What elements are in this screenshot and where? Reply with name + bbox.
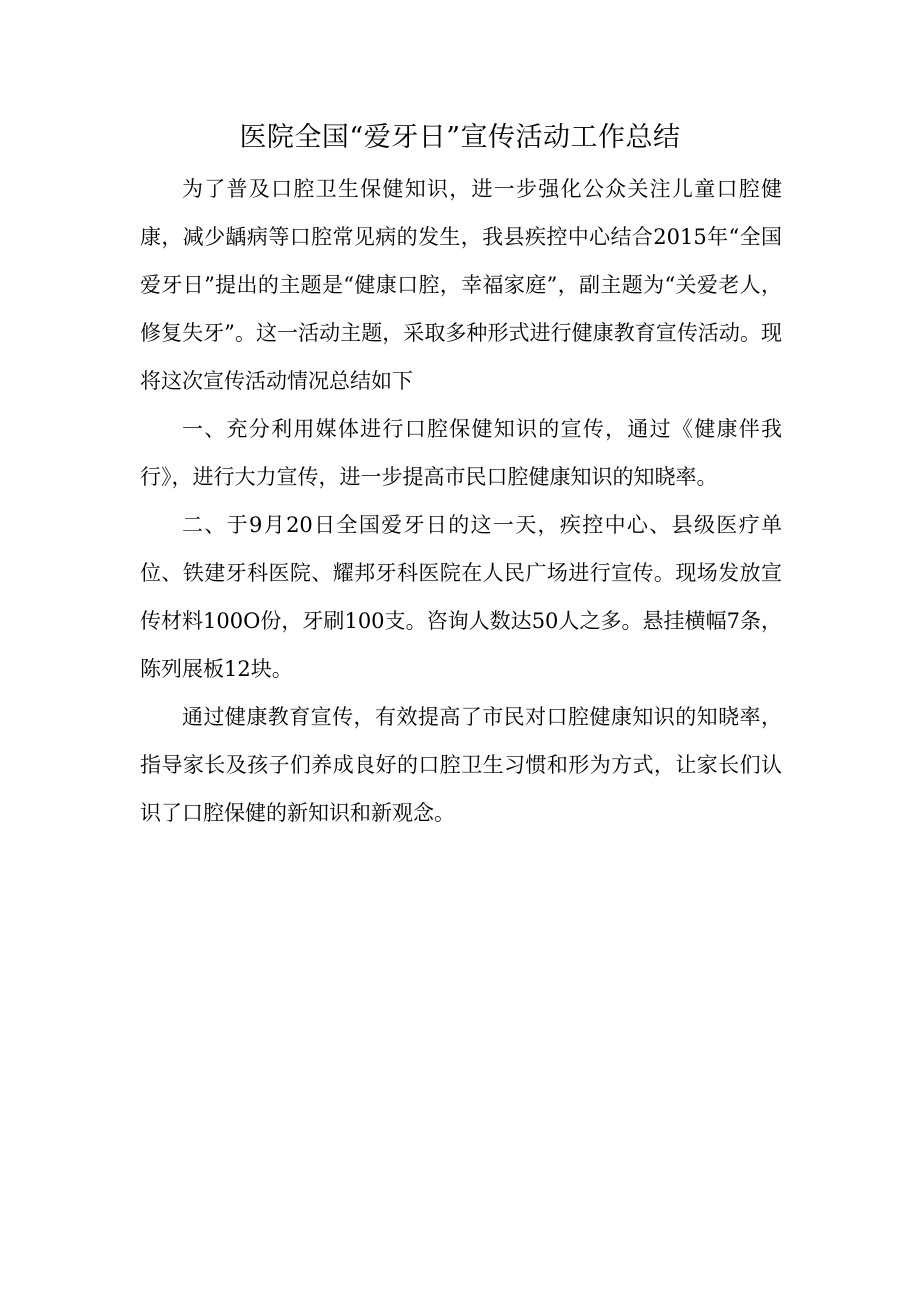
paragraph-conclusion: 通过健康教育宣传，有效提高了市民对口腔健康知识的知晓率，指导家长及孩子们养成良好的口腔卫生习惯和形为方式，让家长们认识了口腔保健的新知识和新观念。 (140, 705, 782, 825)
document-title: 医院全国“爱牙日”宣传活动工作总结 (239, 122, 681, 153)
document-body (140, 165, 782, 837)
paragraph-event-details: 二、于9月20日全国爱牙日的这一天，疾控中心、县级医疗单位、铁建牙科医院、耀邦牙科医院在人民广场进行宣传。现场发放宣传材料100O份，牙刷100支。咨询人数达50人之多。悬挂横幅7条，陈列展板12块。 (140, 513, 782, 681)
paragraph-media-promotion: 一、充分利用媒体进行口腔保健知识的宣传，通过《健康伴我行》，进行大力宣传，进一步提高市民口腔健康知识的知晓率。 (140, 417, 782, 489)
paragraph-intro: 为了普及口腔卫生保健知识，进一步强化公众关注儿童口腔健康，减少龋病等口腔常见病的发生，我县疾控中心结合2015年“全国爱牙日”提出的主题是“健康口腔，幸福家庭”，副主题为“关爱老人，修复失牙”。这一活动主题，采取多种形式进行健康教育宣传活动。现将这次宣传活动情况总结如下 (140, 177, 782, 393)
